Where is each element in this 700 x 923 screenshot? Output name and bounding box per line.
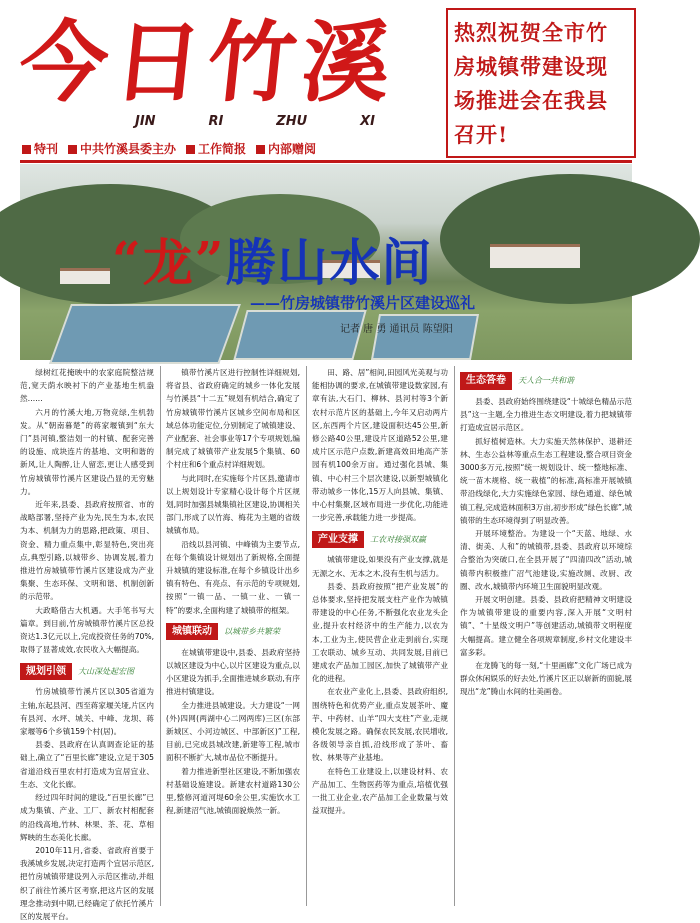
article-paragraph: 镇带竹溪片区进行控制性详细规划,将省县、省政府确定的城乡一体化发展与竹溪县“十二五”规划有机结合,确定了竹房城镇带竹溪片区城乡空间布局和区域总体功能定位,分别制定了城镇建设、产业配套、社会事业等17个专项规划,编制完成了城镇带产业发展5个集镇、60个村庄和6个重点村详细规划。: [166, 368, 300, 470]
article-paragraph: 与此同时,在实施每个片区县,邀请市以上规划设计专家精心设计每个片区规划,同时加强县城集镇社区建设,协调相关部门,形成了以竹海、梅花为主题的省级城镇布局。: [166, 473, 300, 536]
square-bullet-icon: [186, 145, 195, 154]
lead-subhead: ——竹房城镇带竹溪片区建设巡礼: [250, 294, 476, 312]
section-tag: 城镇联动: [166, 623, 218, 640]
info-item: 特刊: [22, 140, 58, 157]
info-item: 工作简报: [186, 140, 246, 157]
photo-house: [490, 244, 580, 268]
masthead-info-bar: [22, 138, 442, 158]
masthead-divider: [20, 160, 632, 163]
column-divider: [160, 366, 161, 906]
square-bullet-icon: [68, 145, 77, 154]
column-divider: [454, 366, 455, 906]
lead-photo: [20, 164, 632, 360]
square-bullet-icon: [22, 145, 31, 154]
masthead: [0, 0, 650, 166]
section-tag: 生态答卷: [460, 372, 512, 389]
newspaper-logo: 今日竹溪: [14, 10, 402, 114]
section-subtitle: 工农对接强双赢: [370, 534, 426, 544]
section-heading: [166, 623, 300, 641]
article-paragraph: 在龙腾飞的每一刻,“十里画廊”文化广场已成为群众休闲娱乐的好去处,竹溪片区正以崭新的面貌,展现出“龙”腾山水间的壮美画卷。: [460, 661, 632, 697]
pinyin-syllable: XI: [360, 114, 375, 129]
info-item: 内部赠阅: [256, 140, 316, 157]
photo-pond: [49, 304, 241, 364]
article-paragraph: 在农业产业化上,县委、县政府组织,围绕特色和优势产业,重点发展茶叶、魔芋、中药材、山羊“四大支柱”产业,走规模化发展之路。确保农民发展,农民增收,各级领导亲自抓,沿线形成了茶叶、畜牧、林果等产业基地。: [312, 687, 448, 763]
article-paragraph: 田、路、居”相间,田园风光美观与功能相协调的要求,在城镇带建设数家园,有章有法,大石门、柳林、县河村等3个新农村示范片区的基础上,今年又启动两片区,东西两个片区,建设面积达45公里,新修公路40公里,建设片区道路52公里,建成片区示范户点数,新建高效田地高产茶园有机100余万亩。通过强化县城、集镇、中心村三个层次建设,以新型城镇化带动城乡一体化,15万人向县城、集镇、中心村集聚,区域布局进一步优化,功能进一步完善,承载能力进一步提高。: [312, 368, 448, 523]
article-column-1: [20, 366, 154, 921]
section-heading: [460, 372, 632, 390]
info-item: 中共竹溪县委主办: [68, 140, 176, 157]
pinyin-syllable: ZHU: [276, 114, 308, 129]
article-paragraph: 开展环境整治。为建设一个“天蓝、地绿、水清、街美、人和”的城镇带,县委、县政府以环境综合整治为突破口,在全县开展了“四清四改”活动,城镇带内积极推广沼气池建设,实施改厕、改厨、改圈、改水,城镇带内环境卫生面貌明显改观。: [460, 529, 632, 591]
section-subtitle: 天人合一共和谐: [518, 376, 574, 386]
pinyin-syllable: JIN: [135, 114, 156, 129]
article-paragraph: 竹房城镇带竹溪片区以305省道为主轴,东起县河、西至蒋家堰关垭,片区内有县河、水坪、城关、中峰、龙坝、蒋家堰等6个乡镇159个村(居)。: [20, 687, 154, 737]
article-paragraph: 大政略借古大机遇。大手笔书写大篇章。到目前,竹房城镇带竹溪片区总投资达1.3亿元以上,完成投资任务的70%,取得了显著成效,农民收入大幅提高。: [20, 605, 154, 655]
pinyin-syllable: RI: [208, 114, 224, 129]
column-divider: [306, 366, 307, 906]
article-paragraph: 2010年11月,省委、省政府首要于我溪城乡发展,决定打造两个宜居示范区,把竹房城镇带建设列入示范区推动,并组织了前往竹溪片区考察,把这片区的发展理念推动到中期,已经确定了依托竹溪片区的发展平台。: [20, 845, 154, 921]
section-tag: 产业支撑: [312, 531, 364, 548]
article-paragraph: 县委、县政府在认真调查论证的基础上,确立了“百里长廊”建设,立足于305省道沿线百里农村打造成为宜居宜业、生态、文化长廊。: [20, 740, 154, 789]
article-paragraph: 城镇带建设,如果没有产业支撑,就是无源之水、无本之木,没有生机与活力。: [312, 555, 448, 578]
article-paragraph: 抓好植树造林。大力实施天然林保护、退耕还林、生态公益林等重点生态工程建设,整合项目资金3000多万元,按照“统一规划设计、统一整地标准、统一苗木规格、统一栽植”的标准,高标准开展城镇带沿线绿化,大力实施绿色家园、绿色通道、绿色城镇工程,完成造林面积3万亩,初步形成“绿色长廊”,城镇带的生态环境得到了明显改善。: [460, 436, 632, 525]
lead-headline: “ 龙 ” 腾山水间: [112, 226, 492, 292]
article-paragraph: 沿线以县河镇、中峰镇为主要节点,在每个集镇设计规划出了新规格,全面提升城镇的建设标准,在每个乡镇设计出乡镇有特色、有亮点、有示范的专项规划,按照“一镇一品、一镇一业、一镇一特”的要求,全面构建了城镇带的框架。: [166, 539, 300, 615]
article-paragraph: 开展文明创建。县委、县政府把精神文明建设作为城镇带建设的重要内容,深入开展“文明村镇”、“十星级文明户”等创建活动,城镇带文明程度大幅提高。建立健全各项规章制度,乡村文化建设丰富多彩。: [460, 595, 632, 657]
article-paragraph: 县委、县政府按照“把产业发展”的总体要求,坚持把发展支柱产业作为城镇带建设的中心任务,不断强化农业龙头企业,提升农村经济中的生产能力,以农为本,工业为主,使民营企业走到前台,实现工农联动、城乡互动、共同发展,目前已建成农产品加工园区,加快了城镇带产业化的进程。: [312, 581, 448, 684]
congratulation-box: 热烈祝贺全市竹房城镇带建设现场推进会在我县召开!: [446, 8, 636, 158]
square-bullet-icon: [256, 145, 265, 154]
section-subtitle: 以城带乡共繁荣: [224, 627, 280, 637]
photo-house: [60, 268, 110, 284]
article-paragraph: 县委、县政府始终围绕建设“十城绿色精品示范县”这一主题,全力推进生态文明建设,着力把城镇带打造成宜居示范区。: [460, 397, 632, 433]
logo-pinyin: [135, 114, 375, 130]
article-paragraph: 六月的竹溪大地,万物竞绿,生机勃发。从“朝南暮楚”的蒋家堰镇到“东大门”县河镇,整洁划一的村镇、配套完善的设施、成块连片的基地、文明和谐的新风,让人陶醉,让人留恋,更让人感受到竹房城镇带竹溪片区建设凸显的无穷魅力。: [20, 407, 154, 496]
section-heading: [312, 530, 448, 548]
article-paragraph: 绿树红花掩映中的农家庭院整洁规范,宽天荫水映衬下的产业基地生机盎然……: [20, 368, 154, 404]
article-column-3: [312, 366, 448, 906]
article-paragraph: 着力推进新型社区建设,不断加强农村基础设施建设。新建农村道路130公里,整修河道河堤60余公里,实施饮水工程,新建沼气池,城镇面貌焕然一新。: [166, 766, 300, 816]
article-paragraph: 经过四年时间的建设,“百里长廊”已成为集镇、产业、工厂、新农村相配套的沿线高地,竹林、林果、茶、花、草相辉映的生态美化长廊。: [20, 793, 154, 842]
section-tag: 规划引领: [20, 663, 72, 680]
article-paragraph: 在特色工业建设上,以建设材料、农产品加工、生物医药等为重点,培植优强一批工业企业,农产品加工企业数量与效益双提升。: [312, 766, 448, 816]
section-subtitle: 大山深处起宏图: [78, 666, 134, 676]
article-paragraph: 全力推进县城建设。大力建设“一网(外)四网(两湖中心二网两库)三区(东部新城区、小河边城区、中部新区)”工程,目前,已完成县城改建,新建等工程,城市面积不断扩大,城市品位不断提升。: [166, 700, 300, 763]
headline-key-character: 龙: [142, 233, 195, 292]
lead-byline: 记者 唐 勇 通讯员 陈望阳: [340, 324, 453, 335]
section-heading: [20, 662, 154, 680]
article-column-2: [166, 366, 300, 906]
article-paragraph: 在城镇带建设中,县委、县政府坚持以城区建设为中心,以片区建设为重点,以小区建设为抓手,全面推进城乡联动,有序推进村镇建设。: [166, 647, 300, 697]
article-paragraph: 近年来,县委、县政府按照省、市的战略部署,坚持产业为先,民生为本,农民为本、机制为力的思路,把政策、项目、资金、精力重点集中,彰显特色,突出亮点,典型引路,以城带乡、协调发展,着力推进竹房城镇带竹溪片区建设成为产业集聚、生态环保、文明和谐、机制创新的示范带。: [20, 500, 154, 602]
article-column-4: [460, 366, 632, 906]
